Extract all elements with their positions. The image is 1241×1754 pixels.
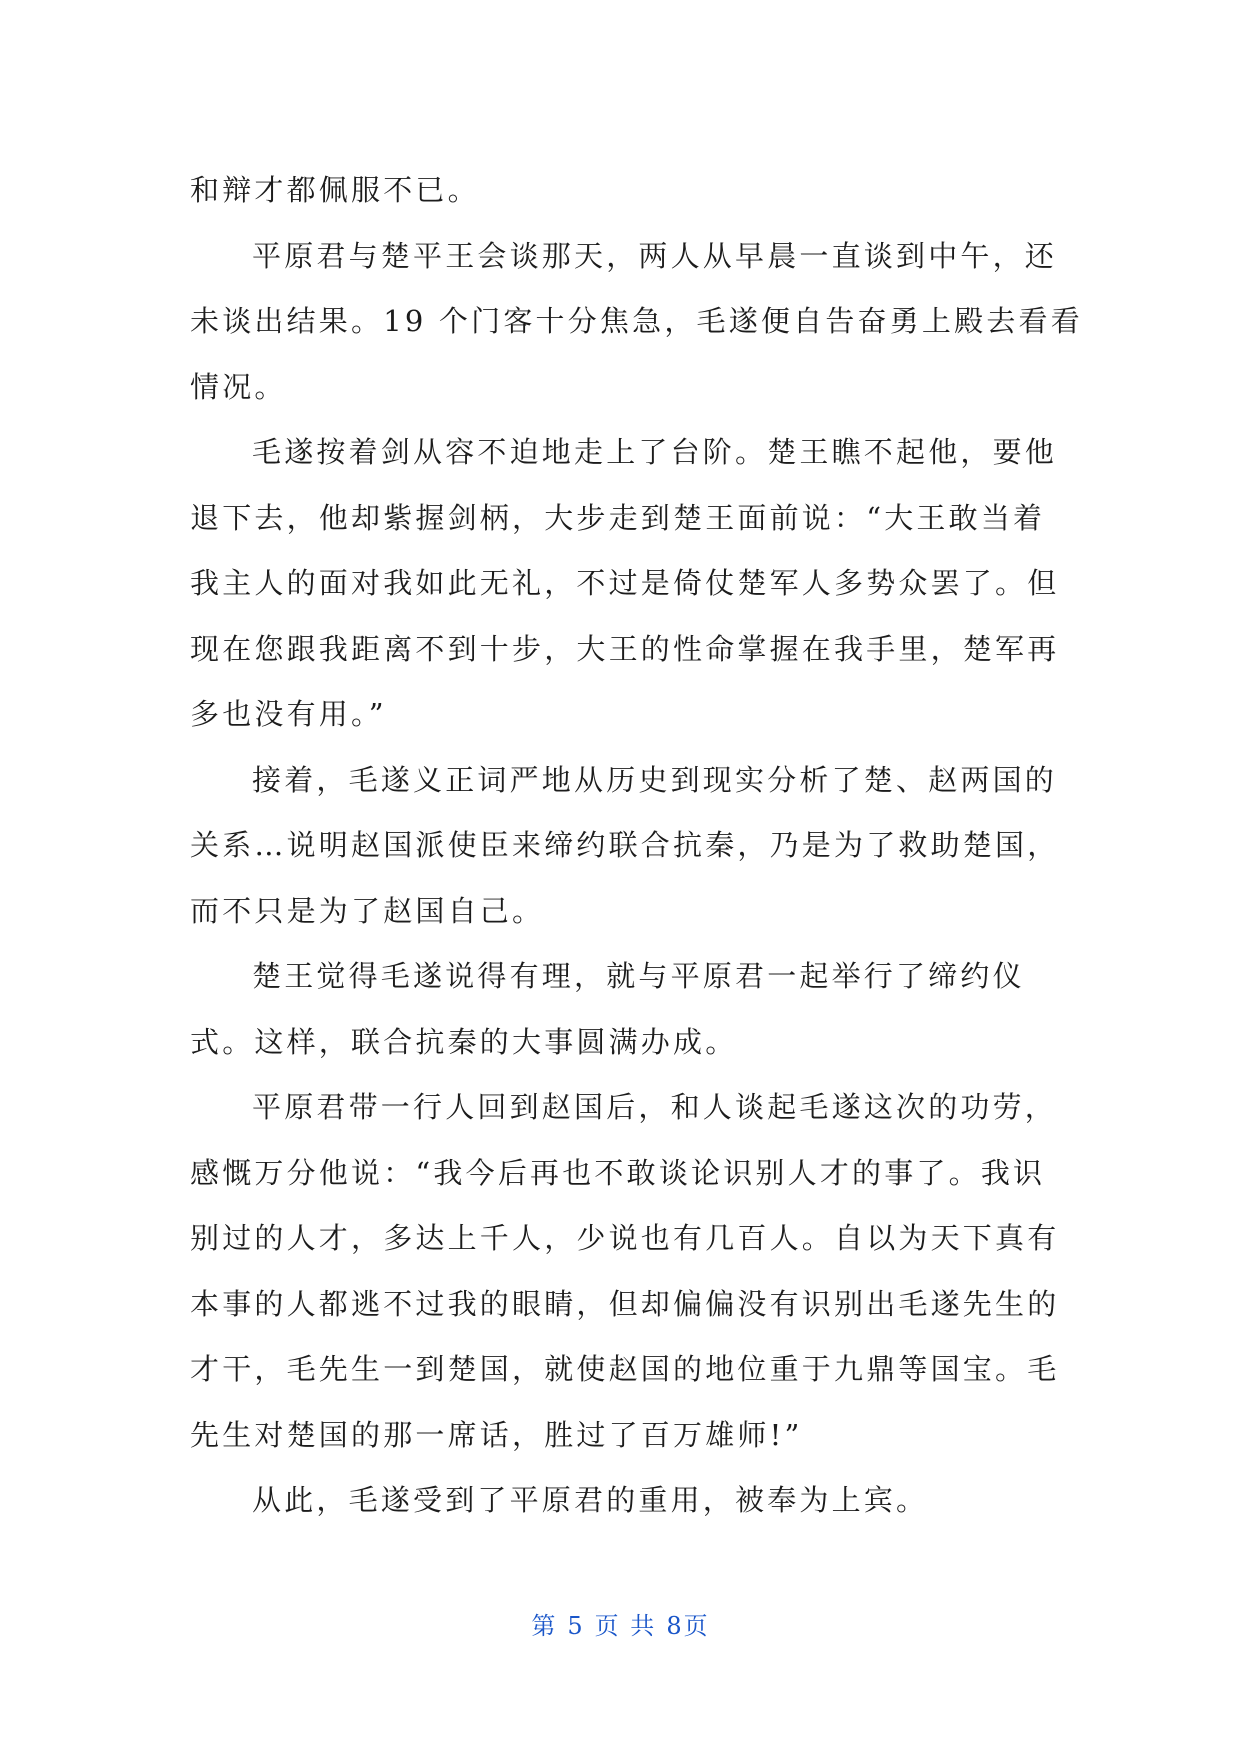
text-line: 先生对楚国的那一席话，胜过了百万雄师!” [190,1417,803,1452]
text-line: 毛遂按着剑从容不迫地走上了台阶。楚王瞧不起他，要他 [252,435,1058,469]
footer-prefix: 第 [531,1612,558,1640]
text-line: 关系…说明赵国派使臣来缔约联合抗秦，乃是为了救助楚国， [190,828,1060,862]
text-line: 我主人的面对我如此无礼，不过是倚仗楚军人多势众罢了。但 [190,566,1060,600]
text-line: 从此，毛遂受到了平原君的重用，被奉为上宾。 [252,1483,929,1517]
text-line: 本事的人都逃不过我的眼睛，但却偏偏没有识别出毛遂先生的 [190,1286,1060,1321]
total-pages-number: 8 [666,1612,684,1640]
text-line: 感慨万分他说：“我今后再也不敢谈论识别人才的事了。我识 [190,1155,1046,1190]
text-line: 现在您跟我距离不到十步，大王的性命掌握在我手里，楚军再 [190,631,1060,666]
text-line: 情况。 [190,369,287,404]
text-line: 平原君与楚平王会谈那天，两人从早晨一直谈到中午，还 [252,238,1058,273]
page-number-footer [0,1606,1241,1641]
text-line: 未谈出结果。19 个门客十分焦急，毛遂便自告奋勇上殿去看看 [190,304,1083,338]
current-page-number: 5 [567,1612,585,1640]
text-line: 多也没有用。” [190,697,387,731]
text-line: 退下去，他却紫握剑柄，大步走到楚王面前说：“大王敢当着 [190,500,1046,535]
text-lines [190,158,1083,1534]
document-body [190,158,1083,1534]
text-line: 接着，毛遂义正词严地从历史到现实分析了楚、赵两国的 [252,762,1058,797]
text-line: 别过的人才，多达上千人，少说也有几百人。自以为天下真有 [190,1221,1060,1255]
text-line: 平原君带一行人回到赵国后，和人谈起毛遂这次的功劳， [252,1090,1058,1124]
footer-suffix: 页 [683,1612,710,1640]
text-line: 式。这样，联合抗秦的大事圆满办成。 [190,1024,738,1059]
text-line: 楚王觉得毛遂说得有理，就与平原君一起举行了缔约仪 [252,959,1025,993]
text-line: 才干，毛先生一到楚国，就使赵国的地位重于九鼎等国宝。毛 [190,1352,1060,1386]
text-line: 而不只是为了赵国自己。 [190,893,545,928]
footer-middle: 页 共 [594,1612,657,1640]
text-line: 和辩才都佩服不已。 [190,173,480,207]
